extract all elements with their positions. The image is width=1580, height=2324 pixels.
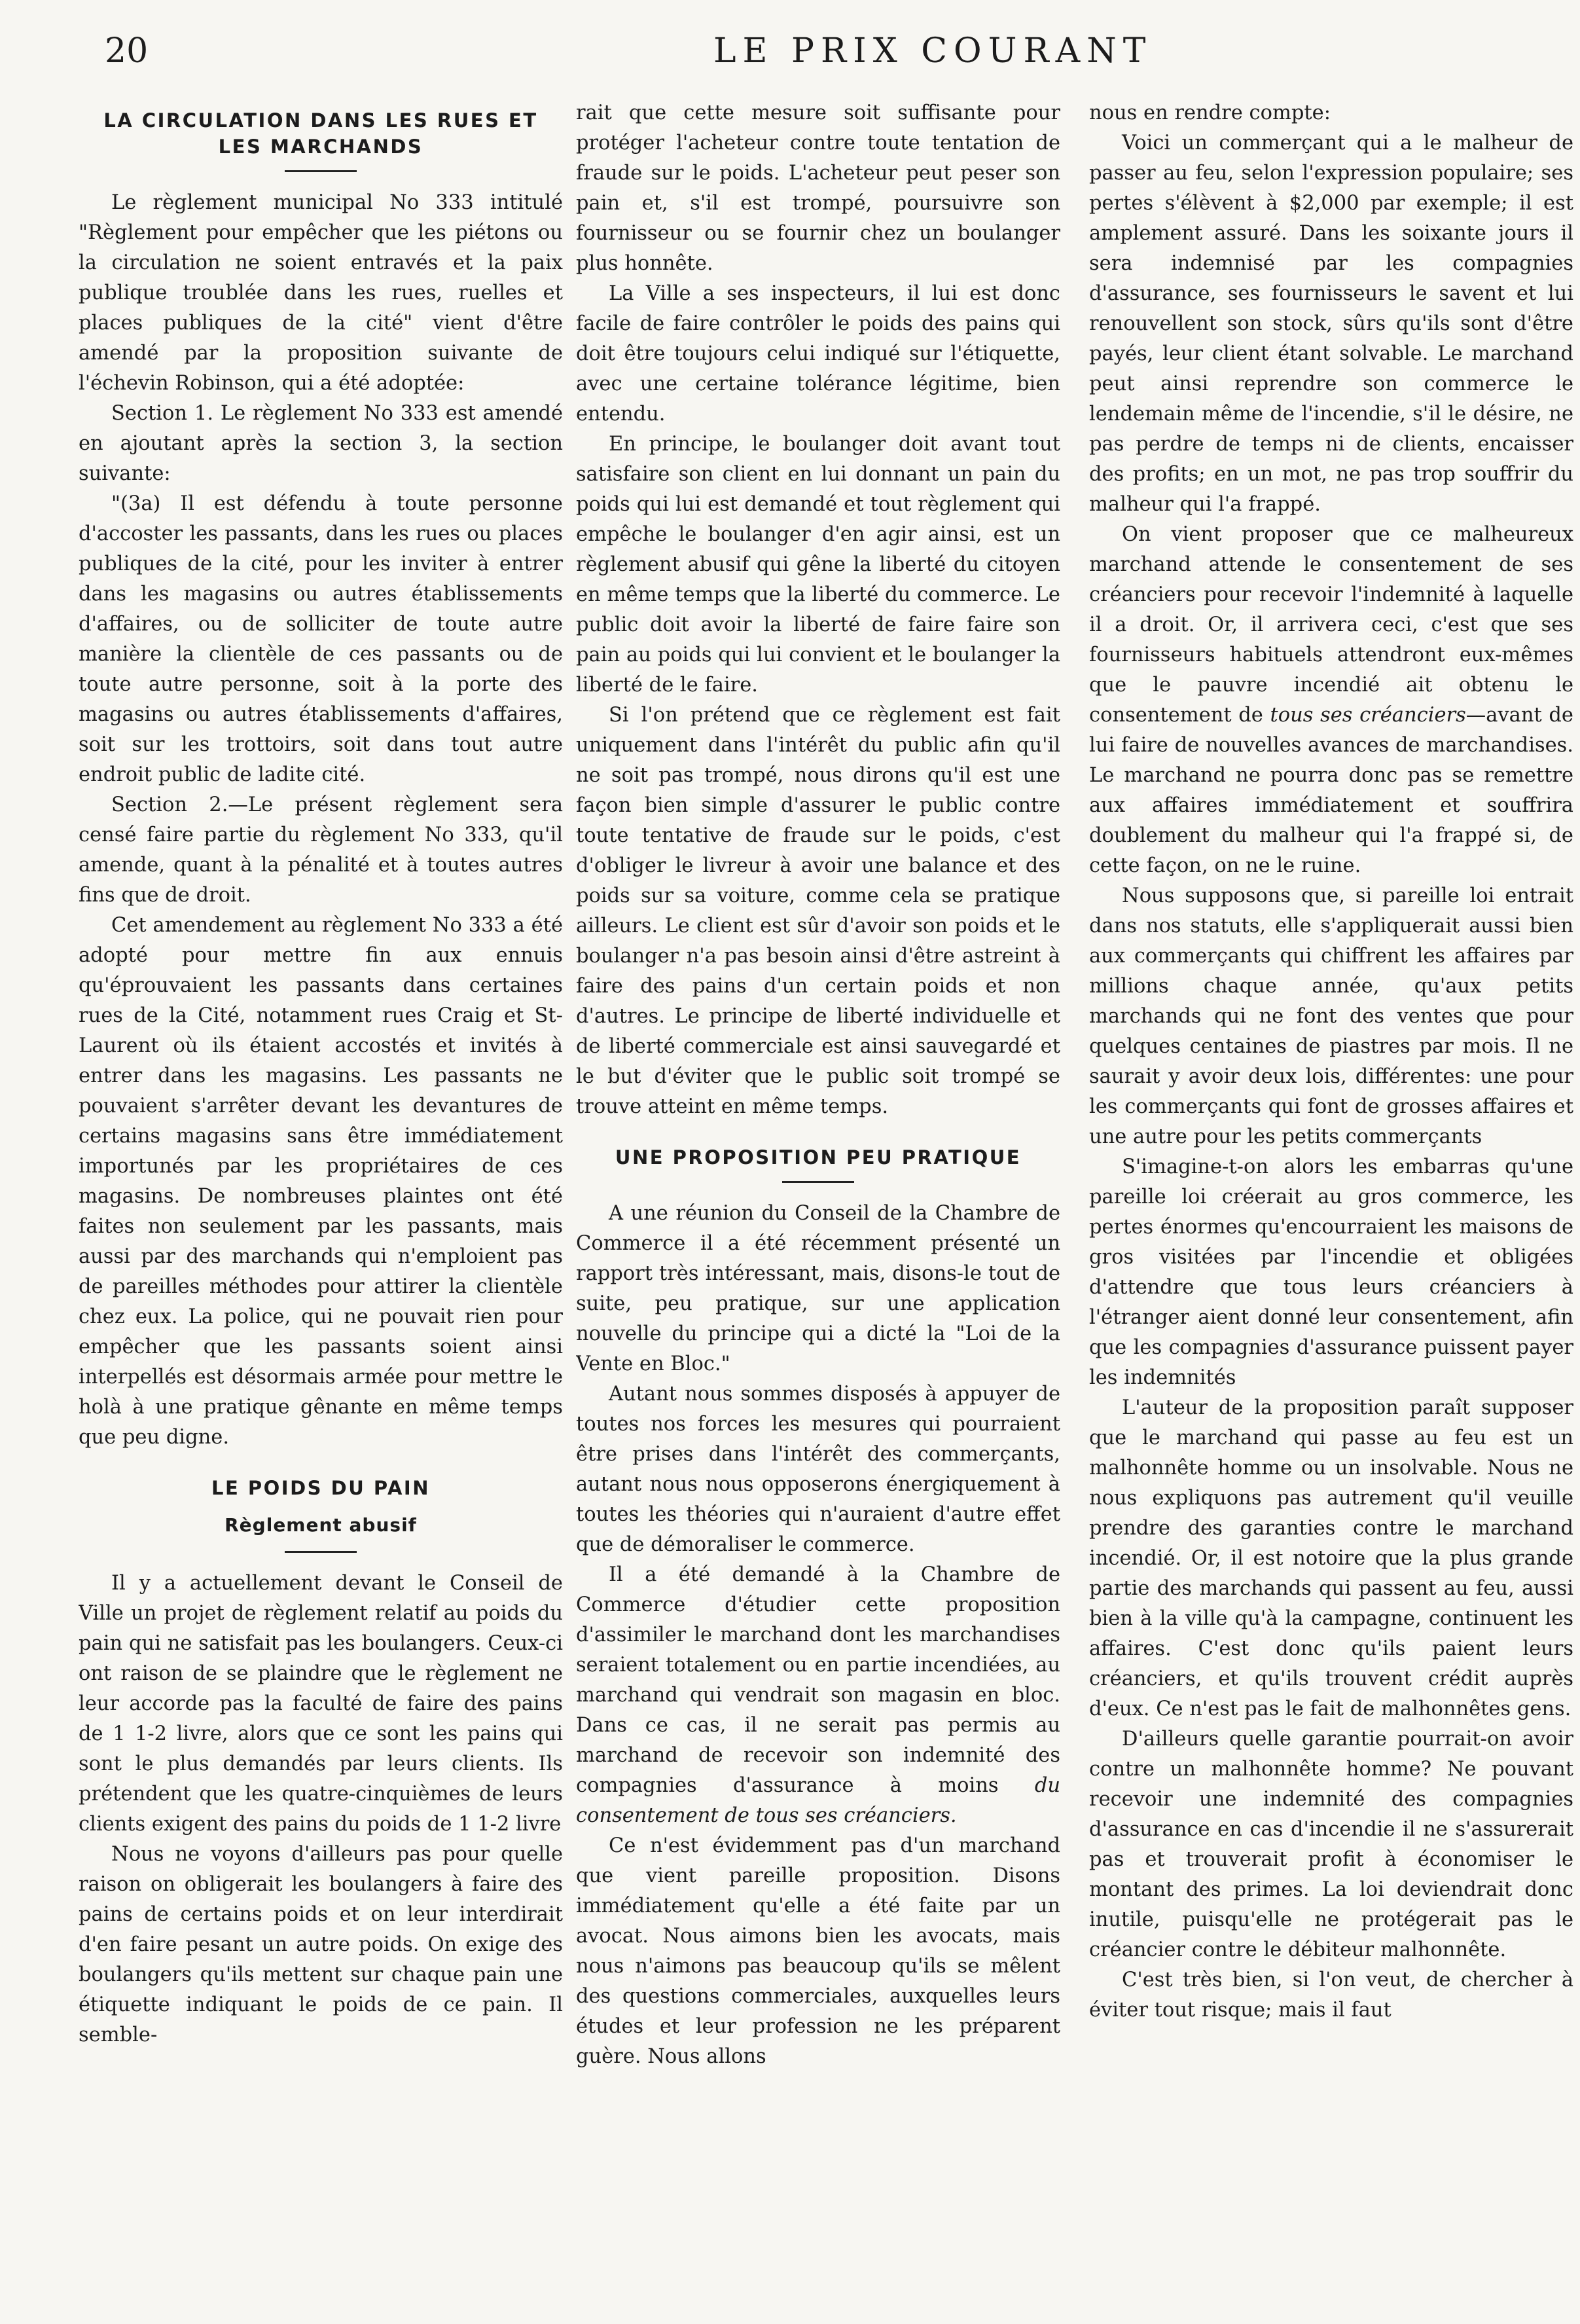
paragraph: Nous supposons que, si pareille loi entrait dans nos statuts, elle s'appliquerait aussi bien aux commerçants qui chiffrent les affaires par millions chaque année, qu'aux petits marchands qui ne font des ventes que pour quelques centaines de piastres par mois. Il ne saurait y avoir deux lois, différentes: une pour les commerçants qui font de grosses affaires et une autre pour les petits commerçants [1089, 884, 1573, 1148]
column-1 [79, 98, 563, 2311]
paragraph: A une réunion du Conseil de la Chambre de Commerce il a été récemment présenté un rapport très intéressant, mais, disons-le tout de suite, peu pratique, sur une application nouvelle du principe qui a dicté la "Loi de la Vente en Bloc." [576, 1202, 1060, 1375]
article-title-proposition: UNE PROPOSITION PEU PRATIQUE [615, 1146, 1022, 1169]
title-rule [782, 1181, 854, 1183]
page-number: 20 [105, 31, 149, 71]
column-2 [576, 98, 1060, 2311]
paragraph: S'imagine-t-on alors les embarras qu'une pareille loi créerait au gros commerce, les pertes énormes qu'encourraient les maisons de gros visitées par l'incendie et obligées d'attendre que tous leurs créanciers à l'étranger aient donné leur consentement, afin que les compagnies d'assurance puissent payer les indemnités [1089, 1155, 1573, 1389]
spacer [576, 1122, 1060, 1135]
text-run: —avant de lui faire de nouvelles avances de marchandises. Le marchand ne pourra donc pas se remettre aux affaires immédiatement et souffrira doublement du malheur qui l'a frappé si, de cette façon, on ne le ruine. [1089, 704, 1573, 877]
paragraph: Nous ne voyons d'ailleurs pas pour quelle raison on obligerait les boulangers à faire des pains de certains poids et on leur interdirait d'en faire pesant un autre poids. On exige des boulangers qu'ils mettent sur chaque pain une étiquette indiquant le poids de ce pain. Il semble- [79, 1843, 563, 2046]
paragraph: Si l'on prétend que ce règlement est fait uniquement dans l'intérêt du public afin qu'il ne soit pas trompé, nous dirons qu'il est une façon bien simple d'assurer le public contre toute tentative de fraude sur le poids, c'est d'obliger le livreur à avoir une balance et des poids sur sa voiture, comme cela se pratique ailleurs. Le client est sûr d'avoir son poids et le boulanger n'a pas besoin ainsi d'être astreint à faire des pains d'un certain poids et non d'autres. Le principe de liberté individuelle et de liberté commerciale est ainsi sauvegardé et le but d'éviter que le public soit trompé se trouve atteint en même temps. [576, 704, 1060, 1118]
italic-text: du consentement de tous ses créanciers. [576, 1774, 1060, 1827]
column-3 [1089, 98, 1573, 2311]
paragraph: rait que cette mesure soit suffisante pour protéger l'acheteur contre toute tentation de fraude sur le poids. L'acheteur peut peser son pain et, s'il est trompé, poursuivre son fournisseur ou se fournir chez un boulanger plus honnête. [576, 101, 1060, 275]
paragraph: Voici un commerçant qui a le malheur de passer au feu, selon l'expression populaire; ses pertes s'élèvent à $2,000 par exemple; il est amplement assuré. Dans les soixante jours il sera indemnisé par les compagnies d'assurance, ses fournisseurs le savent et lui renouvellent son stock, sûrs qu'ils sont d'être payés, leur client étant solvable. Le marchand peut ainsi reprendre son commerce le lendemain même de l'incendie, s'il le désire, ne pas perdre de temps ni de clients, encaisser des profits; en un mot, ne pas trop souffrir du malheur qui l'a frappé. [1089, 132, 1573, 516]
paragraph: Section 2.—Le présent règlement sera censé faire partie du règlement No 333, qu'il amende, quant à la pénalité et à toutes autres fins que de droit. [79, 793, 563, 907]
text-run: On vient proposer que ce malheureux marchand attende le consentement de ses créanciers pour recevoir l'indemnité à laquelle il a droit. Or, il arrivera ceci, c'est que ses fournisseurs habituels attendront eux-mêmes que le pauvre incendié ait obtenu le consentement de [1089, 523, 1573, 727]
italic-text: tous ses créanciers [1270, 704, 1466, 727]
spacer [79, 1453, 563, 1466]
paragraph: Cet amendement au règlement No 333 a été adopté pour mettre fin aux ennuis qu'éprouvaient les passants dans certaines rues de la Cité, notamment rues Craig et St-Laurent où ils étaient accostés et invités à entrer dans les magasins. Les passants ne pouvaient s'arrêter devant les devantures de certains magasins sans être immédiatement importunés par les propriétaires de ces magasins. De nombreuses plaintes ont été faites non seulement par les passants, mais aussi par des marchands qui n'emploient pas de pareilles méthodes pour attirer la clientèle chez eux. La police, qui ne pouvait rien pour empêcher que les passants soient ainsi interpellés est désormais armée pour mettre le holà à une pratique gênante en même temps que peu digne. [79, 914, 563, 1449]
title-rule [285, 1551, 357, 1553]
paragraph: D'ailleurs quelle garantie pourrait-on avoir contre un malhonnête homme? Ne pouvant recevoir une indemnité des compagnies d'assurance en cas d'incendie il ne s'assurerait pas et trouverait profit à économiser le montant des primes. La loi deviendrait donc inutile, puisqu'elle ne protégerait pas le créancier contre le débiteur malhonnête. [1089, 1728, 1573, 1961]
paragraph: C'est très bien, si l'on veut, de chercher à éviter tout risque; mais il faut [1089, 1969, 1573, 2022]
paragraph: Le règlement municipal No 333 intitulé "Règlement pour empêcher que les piétons ou la circulation ne soient entravés et la paix publique troublée dans les rues, ruelles et places publiques de la cité" vient d'être amendé par la proposition suivante de l'échevin Robinson, qui a été adoptée: [79, 191, 563, 395]
article-subtitle: Règlement abusif [224, 1514, 417, 1536]
paragraph: "(3a) Il est défendu à toute personne d'accoster les passants, dans les rues ou places publiques de la cité, pour les inviter à entrer dans les magasins ou autres établissements d'affaires, ou de solliciter de toute autre manière la clientèle de ces passants ou de toute autre personne, soit à la porte des magasins ou autres établissements d'affaires, soit sur les trottoirs, soit dans tout autre endroit public de ladite cité. [79, 492, 563, 786]
paragraph: L'auteur de la proposition paraît supposer que le marchand qui passe au feu est un malhonnête homme ou un insolvable. Nous ne nous expliquons pas autrement qu'il veuille prendre des garanties contre le marchand incendié. Or, il est notoire que la plus grande partie des marchands qui passent au feu, aussi bien à la ville qu'à la campagne, continuent les affaires. C'est donc qu'ils paient leurs créanciers, et qu'ils trouvent crédit auprès d'eux. Ce n'est pas le fait de malhonnêtes gens. [1089, 1396, 1573, 1720]
paragraph: nous en rendre compte: [1089, 101, 1331, 124]
text-run: Il a été demandé à la Chambre de Commerce d'étudier cette proposition d'assimiler le marchand dont les marchandises seraient totalement ou en partie incendiées, au marchand qui vendrait son magasin en bloc. Dans ce cas, il ne serait pas permis au marchand de recevoir son indemnité des compagnies d'assurance à moins [576, 1563, 1060, 1797]
page-header [0, 26, 1580, 85]
article-title-poids-du-pain: LE POIDS DU PAIN [211, 1477, 430, 1499]
paragraph [576, 1560, 1060, 1831]
paragraph [1089, 520, 1573, 881]
paragraph: La Ville a ses inspecteurs, il lui est donc facile de faire contrôler le poids des pains qui doit être toujours celui indiqué sur l'étiquette, avec une certaine tolérance légitime, bien entendu. [576, 282, 1060, 426]
paragraph: En principe, le boulanger doit avant tout satisfaire son client en lui donnant un pain du poids qui lui est demandé et tout règlement qui empêche le boulanger d'en agir ainsi, est un règlement abusif qui gêne la liberté du citoyen en même temps que la liberté du commerce. Le public doit avoir la liberté de faire faire son pain au poids qui lui convient et le boulanger la liberté de le faire. [576, 433, 1060, 697]
journal-title: LE PRIX COURANT [713, 31, 1153, 71]
title-rule [285, 170, 357, 172]
paragraph: Il y a actuellement devant le Conseil de Ville un projet de règlement relatif au poids du pain qui ne satisfait pas les boulangers. Ceux-ci ont raison de se plaindre que le règlement ne leur accorde pas la faculté de faire des pains de 1 1-2 livre, alors que ce sont les pains qui sont le plus demandés par leurs clients. Ils prétendent que les quatre-cinquièmes de leurs clients exigent des pains du poids de 1 1-2 livre [79, 1572, 563, 1836]
paragraph: Section 1. Le règlement No 333 est amendé en ajoutant après la section 3, la section suivante: [79, 402, 563, 485]
article-title-circulation: LA CIRCULATION DANS LES RUES ET LES MARCHANDS [103, 109, 538, 158]
paragraph: Autant nous sommes disposés à appuyer de toutes nos forces les mesures qui pourraient être prises dans l'intérêt des commerçants, autant nous nous opposerons énergiquement à toutes les théories qui n'auraient d'autre effet que de démoraliser le commerce. [576, 1383, 1060, 1556]
paragraph: Ce n'est évidemment pas d'un marchand que vient pareille proposition. Disons immédiatement qu'elle a été faite par un avocat. Nous aimons bien les avocats, mais nous n'aimons pas beaucoup qu'ils se mêlent des questions commerciales, auxquelles leurs études et leur profession ne les préparent guère. Nous allons [576, 1834, 1060, 2068]
